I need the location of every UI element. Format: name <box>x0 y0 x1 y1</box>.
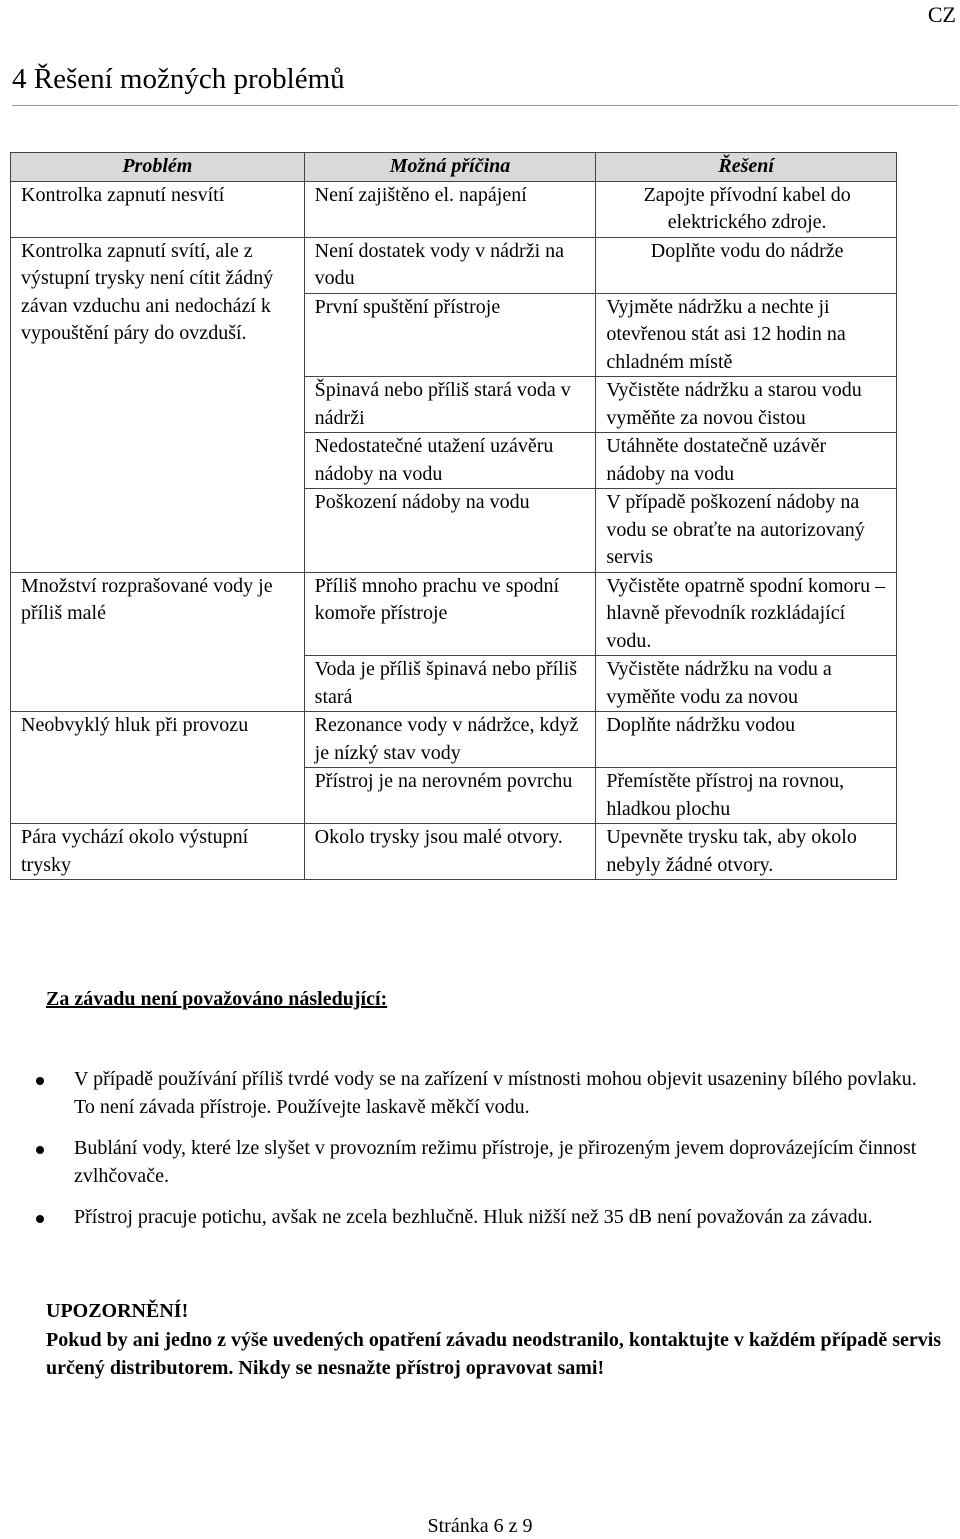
warning-text: Pokud by ani jedno z výše uvedených opatření závadu neodstranilo, kontaktujte v každém případě servis určený distributorem. Nikdy se nesnažte přístroj opravovat sami! <box>46 1329 942 1379</box>
table-row <box>11 824 897 880</box>
problem-cell: Množství rozprašované vody je příliš malé <box>11 572 305 712</box>
bullet-icon <box>36 1215 44 1223</box>
solution-cell: Zapojte přívodní kabel do elektrického zdroje. <box>596 181 897 237</box>
table-header-row <box>11 153 897 182</box>
cause-cell: Příliš mnoho prachu ve spodní komoře přístroje <box>304 572 596 656</box>
solution-cell: Doplňte nádržku vodou <box>596 712 897 768</box>
notice-title: Za závadu není považováno následující: <box>46 988 388 1010</box>
list-item-text: Bublání vody, které lze slyšet v provozním režimu přístroje, je přirozeným jevem doprovázejícím činnost zvlhčovače. <box>74 1137 917 1187</box>
solution-cell: Vyčistěte opatrně spodní komoru – hlavně převodník rozkládající vodu. <box>596 572 897 656</box>
list-item <box>28 1204 928 1232</box>
problem-cell: Kontrolka zapnutí nesvítí <box>11 181 305 237</box>
table-row <box>11 572 897 656</box>
table-row <box>11 712 897 768</box>
cause-cell: Nedostatečné utažení uzávěru nádoby na vodu <box>304 433 596 489</box>
solution-cell: Vyčistěte nádržku a starou vodu vyměňte za novou čistou <box>596 377 897 433</box>
troubleshooting-table <box>10 152 897 880</box>
problem-cell: Neobvyklý hluk při provozu <box>11 712 305 824</box>
list-item-text: Přístroj pracuje potichu, avšak ne zcela bezhlučně. Hluk nižší než 35 dB není považován za závadu. <box>74 1206 873 1228</box>
warning-title: UPOZORNĚNÍ! <box>46 1300 189 1322</box>
list-item-text: V případě používání příliš tvrdé vody se na zařízení v místnosti mohou objevit usazeniny bílého povlaku. To není závada přístroje. Používejte laskavě měkčí vodu. <box>74 1068 917 1118</box>
cause-cell: Okolo trysky jsou malé otvory. <box>304 824 596 880</box>
solution-cell: Doplňte vodu do nádrže <box>596 237 897 293</box>
solution-cell: Vyjměte nádržku a nechte ji otevřenou stát asi 12 hodin na chladném místě <box>596 293 897 377</box>
notice-list <box>28 1066 928 1246</box>
cause-cell: Poškození nádoby na vodu <box>304 489 596 573</box>
table-row <box>11 237 897 293</box>
solution-cell: Utáhněte dostatečně uzávěr nádoby na vodu <box>596 433 897 489</box>
solution-cell: V případě poškození nádoby na vodu se obraťte na autorizovaný servis <box>596 489 897 573</box>
cause-cell: Špinavá nebo příliš stará voda v nádrži <box>304 377 596 433</box>
list-item <box>28 1066 928 1121</box>
cause-cell: Voda je příliš špinavá nebo příliš stará <box>304 656 596 712</box>
header-problem: Problém <box>11 153 305 182</box>
page-footer: Stránka 6 z 9 <box>427 1515 533 1537</box>
cause-cell: První spuštění přístroje <box>304 293 596 377</box>
cause-cell: Rezonance vody v nádržce, když je nízký stav vody <box>304 712 596 768</box>
header-cause: Možná příčina <box>304 153 596 182</box>
problem-cell: Pára vychází okolo výstupní trysky <box>11 824 305 880</box>
solution-cell: Přemístěte přístroj na rovnou, hladkou plochu <box>596 768 897 824</box>
cause-cell: Přístroj je na nerovném povrchu <box>304 768 596 824</box>
cause-cell: Není zajištěno el. napájení <box>304 181 596 237</box>
header-solution: Řešení <box>596 153 897 182</box>
section-heading: 4 Řešení možných problémů <box>12 62 958 106</box>
language-tag: CZ <box>927 2 956 27</box>
bullet-icon <box>36 1146 44 1154</box>
bullet-icon <box>36 1077 44 1085</box>
solution-cell: Vyčistěte nádržku na vodu a vyměňte vodu za novou <box>596 656 897 712</box>
list-item <box>28 1135 928 1190</box>
cause-cell: Není dostatek vody v nádrži na vodu <box>304 237 596 293</box>
solution-cell: Upevněte trysku tak, aby okolo nebyly žádné otvory. <box>596 824 897 880</box>
problem-cell: Kontrolka zapnutí svítí, ale z výstupní trysky není cítit žádný závan vzduchu ani nedochází k vypouštění páry do ovzduší. <box>11 237 305 572</box>
table-row <box>11 181 897 237</box>
